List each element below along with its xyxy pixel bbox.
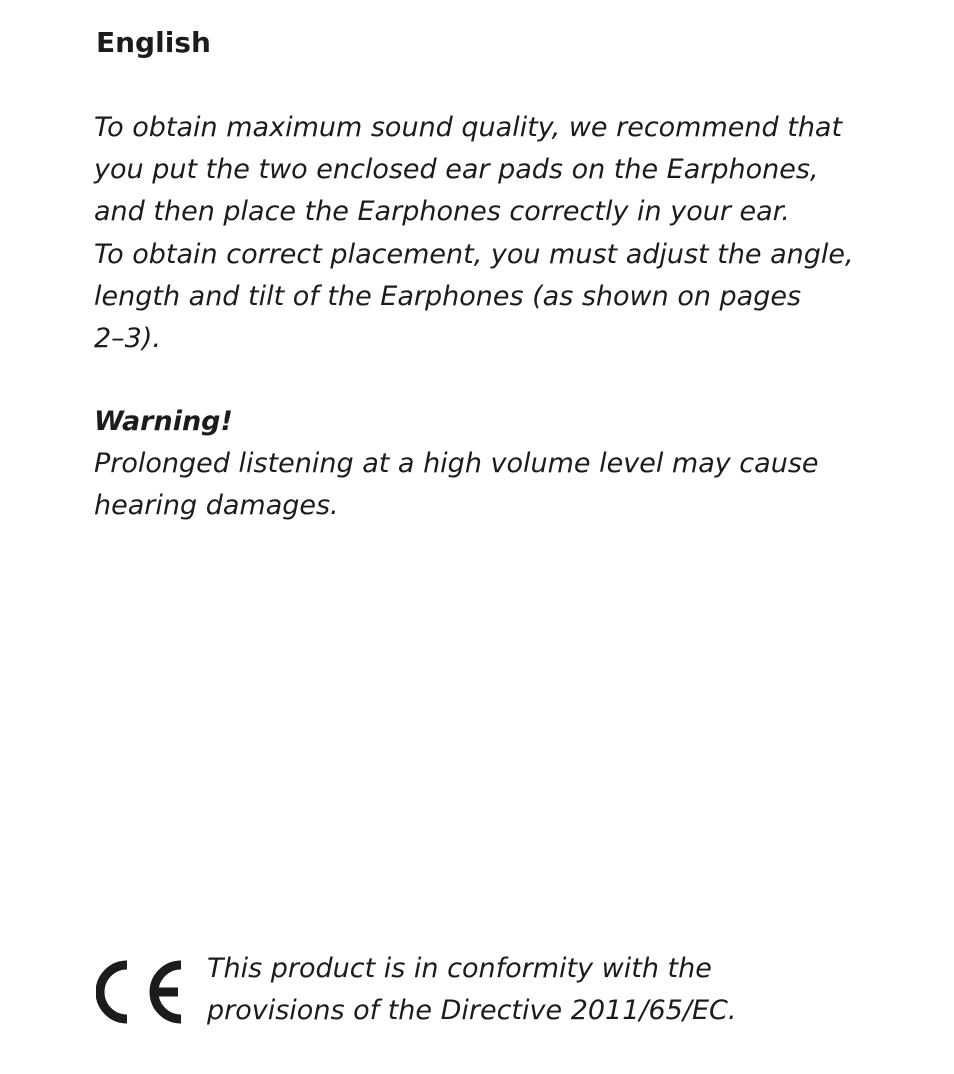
placement-instructions — [94, 107, 874, 360]
warning-block — [94, 401, 874, 528]
ce-mark-icon — [96, 960, 184, 1024]
conformity-line: provisions of the Directive 2011/65/EC. — [207, 995, 737, 1027]
instruction-line: To obtain maximum sound quality, we recommend that — [94, 112, 843, 143]
instruction-line: you put the two enclosed ear pads on the Earphones, — [94, 154, 819, 186]
instruction-line: 2–3). — [94, 323, 161, 355]
instruction-line: To obtain correct placement, you must adjust the angle, — [94, 238, 854, 270]
instruction-line: and then place the Earphones correctly in your ear. — [94, 196, 790, 228]
warning-line: Prolonged listening at a high volume level may cause — [94, 448, 819, 480]
conformity-line: This product is in conformity with the — [207, 953, 712, 984]
warning-title: Warning! — [94, 406, 233, 437]
language-heading: English — [96, 26, 211, 59]
conformity-text — [207, 948, 736, 1032]
warning-line: hearing damages. — [94, 490, 339, 522]
conformity-block — [96, 948, 896, 1038]
instruction-line: length and tilt of the Earphones (as shown on pages — [94, 280, 802, 312]
